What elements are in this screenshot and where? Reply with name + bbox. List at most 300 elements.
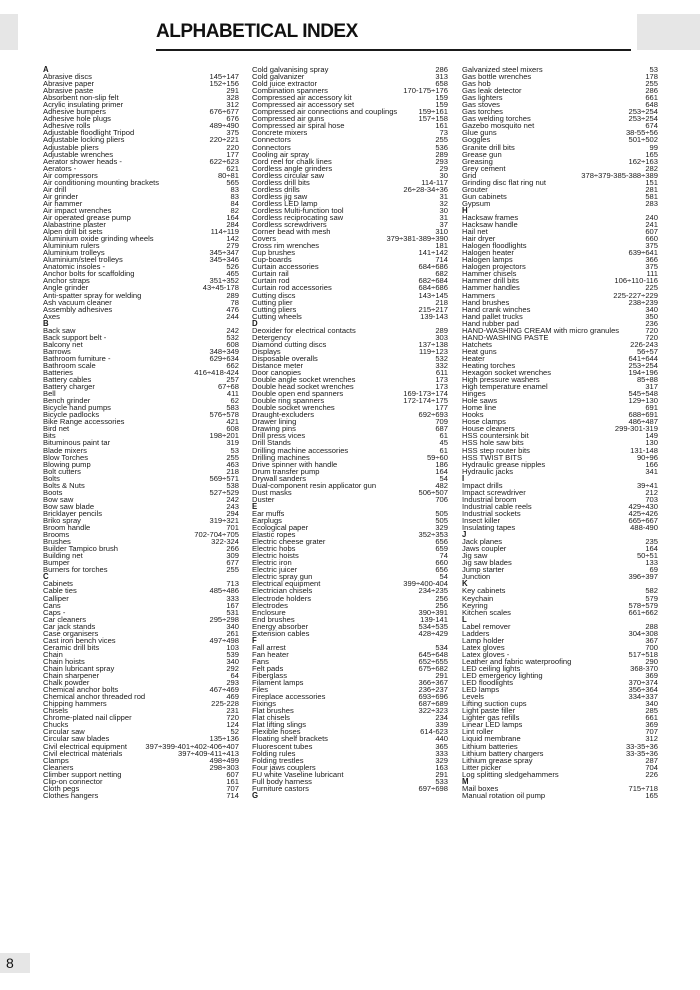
index-entry-pages: 701 xyxy=(226,523,239,533)
index-entry-label: Hail net xyxy=(462,227,488,237)
index-entry-label: Fixings xyxy=(252,699,277,709)
index-entry-label: Drill Stands xyxy=(252,438,291,448)
index-entry-label: Latex gloves - xyxy=(462,649,510,659)
index-entry-label: Bituminous paint tar xyxy=(43,438,111,448)
index-entry-label: Cross rim wrenches xyxy=(252,241,320,251)
index-entry-label: Bench grinder xyxy=(43,396,91,406)
index-entry-label: Alabastrine plaster xyxy=(43,220,106,230)
index-entry-label: Drill press vices xyxy=(252,431,306,441)
index-entry-pages: 340 xyxy=(645,699,658,709)
index-entry-label: Label remover xyxy=(462,621,511,631)
index-entry-label: Gas bottle wrenches xyxy=(462,72,532,82)
index-entry-pages: 375 xyxy=(645,262,658,272)
title-underline xyxy=(156,49,631,51)
index-entry-label: Cable ties xyxy=(43,586,77,596)
index-entry-pages: 31 xyxy=(439,212,448,222)
index-entry-label: Double socket wrenches xyxy=(252,403,335,413)
index-entry-label: Electric juicer xyxy=(252,565,298,575)
index-entry-pages: 173 xyxy=(435,382,448,392)
index-entry-label: Bird net xyxy=(43,424,70,434)
index-entry-pages: 165 xyxy=(645,149,658,159)
index-entry-pages: 83 xyxy=(230,191,239,201)
index-column-3 xyxy=(462,66,658,799)
index-entry-label: Distance meter xyxy=(252,360,304,370)
index-entry-label: Gypsum xyxy=(462,198,491,208)
index-entry-pages: 621 xyxy=(226,163,239,173)
index-entry-pages: 255 xyxy=(645,79,658,89)
index-entry xyxy=(462,792,658,799)
index-entry-label: Cordless drills xyxy=(252,184,300,194)
index-entry-label: Jig saw xyxy=(462,551,488,561)
index-entry-label: Combination spanners xyxy=(252,86,328,96)
index-entry-pages: 517÷518 xyxy=(628,649,658,659)
index-entry-label: Double ring spanners xyxy=(252,396,325,406)
index-entry-label: Junction xyxy=(462,572,491,582)
index-entry-label: LED floodlights xyxy=(462,678,514,688)
index-entry-pages: 289 xyxy=(226,290,239,300)
index-entry-pages: 440 xyxy=(435,734,448,744)
index-entry-pages: 83 xyxy=(230,184,239,194)
index-entry-pages: 340 xyxy=(226,656,239,666)
index-entry-pages: 54 xyxy=(439,572,448,582)
index-entry-pages: 255 xyxy=(226,452,239,462)
index-entry-label: Cordless angle grinders xyxy=(252,163,333,173)
index-entry-label: Heater xyxy=(462,353,485,363)
index-entry-label: Hooks xyxy=(462,410,484,420)
index-entry-label: Compressed air accessory set xyxy=(252,100,355,110)
index-entry-pages: 505 xyxy=(435,508,448,518)
index-entry-label: Air conditioning mounting brackets xyxy=(43,177,160,187)
index-entry-pages: 348÷349 xyxy=(209,346,239,356)
index-entry-label: Cordless jig saw xyxy=(252,191,308,201)
index-entry-label: Full body harness xyxy=(252,776,312,786)
index-entry-label: Lithium batteries xyxy=(462,741,518,751)
index-entry-label: Drawer lining xyxy=(252,417,297,427)
index-entry-label: Connectors xyxy=(252,142,291,152)
index-entry-pages: 390÷391 xyxy=(418,607,448,617)
index-entry xyxy=(462,573,658,580)
index-entry-label: Burners for torches xyxy=(43,565,108,575)
index-entry-pages: 687 xyxy=(435,424,448,434)
index-entry-pages: 186 xyxy=(435,459,448,469)
index-entry-pages: 720 xyxy=(645,325,658,335)
index-entry-pages: 234 xyxy=(435,713,448,723)
index-entry-label: Abrasive paper xyxy=(43,79,95,89)
index-entry-label: Abrasive paste xyxy=(43,86,94,96)
index-entry-pages: 53 xyxy=(230,445,239,455)
index-entry-label: Building net xyxy=(43,551,83,561)
index-entry-label: Civil electrical materials xyxy=(43,748,123,758)
index-entry-label: Cup brushes xyxy=(252,248,296,258)
index-entry-pages: 421 xyxy=(226,417,239,427)
index-entry-label: Displays xyxy=(252,346,281,356)
index-entry-label: Chemical anchor bolts xyxy=(43,685,119,695)
index-entry-label: Car cleaners xyxy=(43,614,87,624)
index-entry-label: Jig saw blades xyxy=(462,558,512,568)
index-section-letter: E xyxy=(252,501,258,511)
index-entry-label: Curtain rail xyxy=(252,269,289,279)
index-entry xyxy=(43,313,239,320)
index-entry-label: Felt pads xyxy=(252,663,284,673)
index-entry-pages: 163 xyxy=(435,762,448,772)
index-entry-pages: 692÷693 xyxy=(418,410,448,420)
index-entry-pages: 167 xyxy=(226,600,239,610)
index-entry xyxy=(43,418,239,425)
index-entry-label: Gas torches xyxy=(462,107,503,117)
index-entry-label: Cordless drill bits xyxy=(252,177,310,187)
index-entry-pages: 665÷667 xyxy=(628,516,658,525)
index-entry-pages: 608 xyxy=(226,339,239,349)
index-entry-label: Drawing pins xyxy=(252,424,296,434)
index-entry-label: Halogen heater xyxy=(462,248,514,258)
index-entry-pages: 629÷634 xyxy=(209,353,239,363)
index-entry-pages: 114-117 xyxy=(421,177,448,187)
index-entry-label: FU white Vaseline lubricant xyxy=(252,769,344,779)
index-entry-pages: 356÷364 xyxy=(628,685,658,695)
index-entry-pages: 164 xyxy=(645,544,658,554)
index-entry-label: Electrode holders xyxy=(252,593,312,603)
index-entry-pages: 313 xyxy=(435,72,448,82)
index-entry-label: Ladders xyxy=(462,628,490,638)
index-section-letter: D xyxy=(252,318,258,328)
index-entry-label: Lighter gas refills xyxy=(462,713,520,723)
index-entry-pages: 652÷655 xyxy=(418,656,448,666)
index-entry-pages: 687÷689 xyxy=(418,699,448,709)
index-entry-label: Hammer drill bits xyxy=(462,276,519,286)
index-entry-label: Impact drills xyxy=(462,480,503,490)
index-entry-label: Granite drill bits xyxy=(462,142,515,152)
index-entry-label: Air compressors xyxy=(43,170,98,180)
index-entry-pages: 303 xyxy=(435,332,448,342)
index-entry-label: Electrician chisels xyxy=(252,586,313,596)
index-entry-pages: 397÷399-401÷402-406÷407 xyxy=(145,741,239,751)
index-entry-label: Disposable overalls xyxy=(252,353,318,363)
index-entry-label: Gas welding torches xyxy=(462,114,531,124)
index-entry-pages: 368-370 xyxy=(630,663,658,673)
index-entry-label: Air drill xyxy=(43,184,67,194)
index-entry-pages: 476 xyxy=(226,304,239,314)
index-entry-pages: 707 xyxy=(645,727,658,737)
index-entry-label: Clip-on connector xyxy=(43,776,103,786)
index-entry-pages: 62 xyxy=(230,396,239,406)
index-entry-label: Aluminium rulers xyxy=(43,241,100,251)
index-entry-label: Hammer handles xyxy=(462,283,520,293)
index-entry-label: Halogen floodlights xyxy=(462,241,527,251)
index-entry-label: Anchor bolts for scaffolding xyxy=(43,269,135,279)
header-tab-left xyxy=(0,14,18,50)
index-entry-label: Compressed air connections and couplings xyxy=(252,107,398,117)
index-entry-pages: 345÷347 xyxy=(209,248,239,258)
index-entry-pages: 288 xyxy=(645,621,658,631)
index-entry-label: Cloth pegs xyxy=(43,783,80,793)
index-entry-label: Hand pallet trucks xyxy=(462,311,523,321)
index-entry-pages: 226 xyxy=(645,769,658,779)
index-entry-pages: 54 xyxy=(439,473,448,483)
index-entry-pages: 714 xyxy=(435,255,448,265)
index-entry-pages: 661 xyxy=(645,713,658,723)
index-entry-pages: 416÷418-424 xyxy=(194,368,239,378)
index-entry-pages: 255 xyxy=(226,565,239,575)
index-entry-pages: 293 xyxy=(435,156,448,166)
index-entry-pages: 170-175÷176 xyxy=(403,86,448,96)
index-section-letter: A xyxy=(43,65,49,74)
index-section-letter: F xyxy=(252,635,257,645)
index-entry xyxy=(462,179,658,186)
index-entry-label: Levels xyxy=(462,692,484,702)
index-entry-pages: 215÷217 xyxy=(418,304,448,314)
index-entry-label: Aluminium oxide grinding wheels xyxy=(43,234,154,244)
index-entry-pages: 242 xyxy=(226,325,239,335)
index-entry-pages: 53 xyxy=(649,65,658,74)
index-entry-label: Gas hob xyxy=(462,79,491,89)
index-entry-label: Curtain rod accessories xyxy=(252,283,332,293)
index-entry-pages: 538 xyxy=(226,480,239,490)
index-entry-label: Cutting discs xyxy=(252,290,296,300)
index-entry-label: Hammer chisels xyxy=(462,269,517,279)
index-entry-pages: 103 xyxy=(226,642,239,652)
index-entry-label: Gas leak detector xyxy=(462,86,522,96)
index-entry-label: Filament lamps xyxy=(252,678,304,688)
index-entry-pages: 151 xyxy=(645,177,658,187)
index-entry-pages: 145÷147 xyxy=(209,72,239,82)
index-entry-pages: 287 xyxy=(645,755,658,765)
index-entry-label: Lithium battery chargers xyxy=(462,748,544,758)
index-entry-pages: 166 xyxy=(645,459,658,469)
index-entry-pages: 322-324 xyxy=(211,537,239,547)
index-entry-label: Air hammer xyxy=(43,198,83,208)
index-entry-pages: 143÷145 xyxy=(418,290,448,300)
index-entry-label: Diamond cutting discs xyxy=(252,339,327,349)
index-entry-pages: 532 xyxy=(435,353,448,363)
index-entry-pages: 611 xyxy=(435,368,448,378)
index-entry-pages: 291 xyxy=(226,86,239,96)
title-block xyxy=(156,14,631,50)
index-entry-pages: 291 xyxy=(435,769,448,779)
index-entry-label: Hair dryer xyxy=(462,234,496,244)
index-entry-label: Keychain xyxy=(462,593,494,603)
index-entry-pages: 289 xyxy=(435,149,448,159)
index-entry xyxy=(43,602,239,609)
index-entry-label: Folding trestles xyxy=(252,755,304,765)
index-entry-label: Cans xyxy=(43,600,61,610)
index-entry-label: Electrical equipment xyxy=(252,579,321,589)
index-entry-label: Angle grinder xyxy=(43,283,89,293)
index-entry-pages: 334÷337 xyxy=(628,692,658,702)
index-entry-pages: 526 xyxy=(226,262,239,272)
index-entry-pages: 375 xyxy=(226,128,239,138)
index-entry-pages: 340 xyxy=(645,304,658,314)
index-entry-label: Hand brushes xyxy=(462,297,510,307)
index-entry-label: Cutting plier xyxy=(252,297,293,307)
index-entry-pages: 84 xyxy=(230,198,239,208)
index-entry xyxy=(252,785,448,792)
index-entry-pages: 59÷60 xyxy=(426,452,448,462)
index-entry xyxy=(462,524,658,531)
index-entry-pages: 194÷196 xyxy=(628,368,658,378)
index-entry-label: Cordless circular saw xyxy=(252,170,325,180)
index-entry-pages: 676÷677 xyxy=(209,107,239,117)
index-entry-pages: 295÷298 xyxy=(209,614,239,624)
index-entry-label: House cleaners xyxy=(462,424,515,434)
index-entry-label: Fireplace accessories xyxy=(252,692,326,702)
index-entry-label: Bathroom furniture - xyxy=(43,353,111,363)
index-entry-label: Climber support netting xyxy=(43,769,122,779)
index-entry xyxy=(462,73,658,80)
index-section-letter: I xyxy=(462,473,465,483)
index-entry-label: Bolt cutters xyxy=(43,466,81,476)
index-entry-pages: 177 xyxy=(226,149,239,159)
index-entry-label: Galvanized steel mixers xyxy=(462,65,543,74)
index-entry-pages: 137÷138 xyxy=(418,339,448,349)
index-entry-label: Lint roller xyxy=(462,727,494,737)
page-title: ALPHABETICAL INDEX xyxy=(156,21,358,42)
index-entry-pages: 329 xyxy=(435,755,448,765)
index-entry-pages: 375 xyxy=(645,241,658,251)
index-entry-label: Lamp holder xyxy=(462,635,505,645)
index-entry-label: Greasing xyxy=(462,156,493,166)
index-entry-pages: 33-35÷36 xyxy=(625,741,658,751)
index-entry-pages: 702-704÷705 xyxy=(194,530,239,540)
index-entry-pages: 129÷130 xyxy=(628,396,658,406)
index-entry-pages: 286 xyxy=(435,65,448,74)
index-entry-pages: 693÷696 xyxy=(418,692,448,702)
index-entry-pages: 31 xyxy=(439,191,448,201)
index-entry-label: Cleaners xyxy=(43,762,74,772)
index-entry-label: HAND-WASHING CREAM with micro granules xyxy=(462,325,620,335)
index-entry-label: Hammers xyxy=(462,290,495,300)
index-entry-pages: 608 xyxy=(226,424,239,434)
index-entry-pages: 135÷136 xyxy=(209,734,239,744)
index-entry-pages: 339 xyxy=(435,720,448,730)
index-entry-label: Home line xyxy=(462,403,497,413)
index-entry-pages: 501÷502 xyxy=(628,135,658,145)
index-entry-pages: 139-143 xyxy=(420,311,448,321)
index-entry-label: Cordless LED lamp xyxy=(252,198,318,208)
index-entry-pages: 352÷353 xyxy=(418,530,448,540)
index-entry-pages: 369 xyxy=(645,720,658,730)
alphabetical-index xyxy=(43,66,657,934)
index-entry-label: Liquid membrane xyxy=(462,734,521,744)
index-entry-label: HSS hole saw bits xyxy=(462,438,524,448)
index-entry-pages: 291 xyxy=(435,671,448,681)
index-entry-pages: 534 xyxy=(435,642,448,652)
index-entry-label: Cold juice extractor xyxy=(252,79,317,89)
index-entry-label: Bike Range accessories xyxy=(43,417,125,427)
index-entry-label: Flat brushes xyxy=(252,706,294,716)
index-entry-label: Industrial broom xyxy=(462,494,517,504)
index-entry-pages: 614-623 xyxy=(420,727,448,737)
index-entry-label: Case organisers xyxy=(43,628,99,638)
index-entry-pages: 309 xyxy=(226,551,239,561)
index-entry-label: Fall arrest xyxy=(252,642,286,652)
index-entry-pages: 52 xyxy=(230,727,239,737)
index-entry-pages: 39÷41 xyxy=(636,480,658,490)
index-entry-label: Builder Tampico brush xyxy=(43,544,118,554)
index-entry-label: Energy absorber xyxy=(252,621,309,631)
index-entry-label: Drive spinner with handle xyxy=(252,459,338,469)
index-section-letter: M xyxy=(462,776,469,786)
index-entry-label: Clamps xyxy=(43,755,69,765)
index-entry-label: Civil electrical equipment xyxy=(43,741,127,751)
index-entry-label: Hand crank winches xyxy=(462,304,531,314)
index-entry-pages: 345÷346 xyxy=(209,255,239,265)
page-number: 8 xyxy=(6,955,14,971)
index-entry-label: Key cabinets xyxy=(462,586,506,596)
index-entry xyxy=(43,552,239,559)
index-entry-label: End brushes xyxy=(252,614,295,624)
index-entry-label: Light paste filler xyxy=(462,706,516,716)
index-entry-label: Circular saw blades xyxy=(43,734,110,744)
index-entry-pages: 255 xyxy=(435,135,448,145)
index-entry-label: LED emergency lighting xyxy=(462,671,543,681)
index-entry-label: Chain sharpener xyxy=(43,671,100,681)
index-entry-label: Flat lifting slings xyxy=(252,720,307,730)
index-entry-label: Litter picker xyxy=(462,762,502,772)
index-entry-label: Hole saws xyxy=(462,396,498,406)
index-entry-label: Chisels xyxy=(43,706,68,716)
index-entry-label: Cutting wheels xyxy=(252,311,302,321)
index-entry xyxy=(252,496,448,503)
index-entry-pages: 429÷430 xyxy=(628,501,658,511)
index-entry-pages: 261 xyxy=(226,628,239,638)
index-entry-label: Air grinder xyxy=(43,191,79,201)
index-entry-pages: 506÷507 xyxy=(418,487,448,497)
index-entry-label: Manual rotation oil pump xyxy=(462,790,546,800)
index-entry-label: Adjustable wrenches xyxy=(43,149,114,159)
index-entry-label: Electric spray gun xyxy=(252,572,313,582)
index-entry-pages: 241 xyxy=(645,220,658,230)
index-entry-label: Grease gun xyxy=(462,149,502,159)
index-entry-label: HSS TWIST BITS xyxy=(462,452,523,462)
index-section-letter: C xyxy=(43,572,49,582)
index-entry-pages: 111 xyxy=(646,269,658,279)
index-entry-pages: 704 xyxy=(645,762,658,772)
index-entry-pages: 164 xyxy=(226,212,239,222)
index-entry-pages: 293 xyxy=(226,678,239,688)
index-entry-label: Dust masks xyxy=(252,487,292,497)
index-entry-pages: 30 xyxy=(439,170,448,180)
index-entry-label: Blow Torches xyxy=(43,452,89,462)
index-entry-pages: 428÷429 xyxy=(418,628,448,638)
index-entry-pages: 310 xyxy=(435,227,448,237)
index-entry-label: Bathroom scale xyxy=(43,360,96,370)
index-entry-pages: 351÷352 xyxy=(209,276,239,286)
index-entry-label: Gas lighters xyxy=(462,93,503,103)
index-entry-pages: 178 xyxy=(645,72,658,82)
index-entry-label: Gas stoves xyxy=(462,100,500,110)
index-entry-label: Batteries xyxy=(43,368,73,378)
index-entry-pages: 607 xyxy=(226,769,239,779)
index-entry-pages: 225 xyxy=(645,283,658,293)
index-entry-label: Assembly adhesives xyxy=(43,304,113,314)
index-entry-pages: 130 xyxy=(645,438,658,448)
index-entry-pages: 622÷623 xyxy=(209,156,239,166)
index-entry-pages: 399÷400-404 xyxy=(403,579,448,589)
index-entry-label: Keyring xyxy=(462,600,488,610)
index-entry xyxy=(252,630,448,637)
index-entry-label: Adhesive hole plugs xyxy=(43,114,111,124)
index-entry-label: Absorbent non-slip felt xyxy=(43,93,119,103)
index-entry-label: Enclosure xyxy=(252,607,286,617)
index-entry-label: Fan heater xyxy=(252,649,289,659)
index-entry-pages: 366÷367 xyxy=(418,678,448,688)
index-entry-label: Adjustable pliers xyxy=(43,142,99,152)
index-entry-pages: 328 xyxy=(226,93,239,103)
index-entry-pages: 99 xyxy=(649,142,658,152)
index-entry-pages: 161 xyxy=(226,776,239,786)
index-entry-pages: 235 xyxy=(645,537,658,547)
index-entry-pages: 38-55÷56 xyxy=(625,128,658,138)
